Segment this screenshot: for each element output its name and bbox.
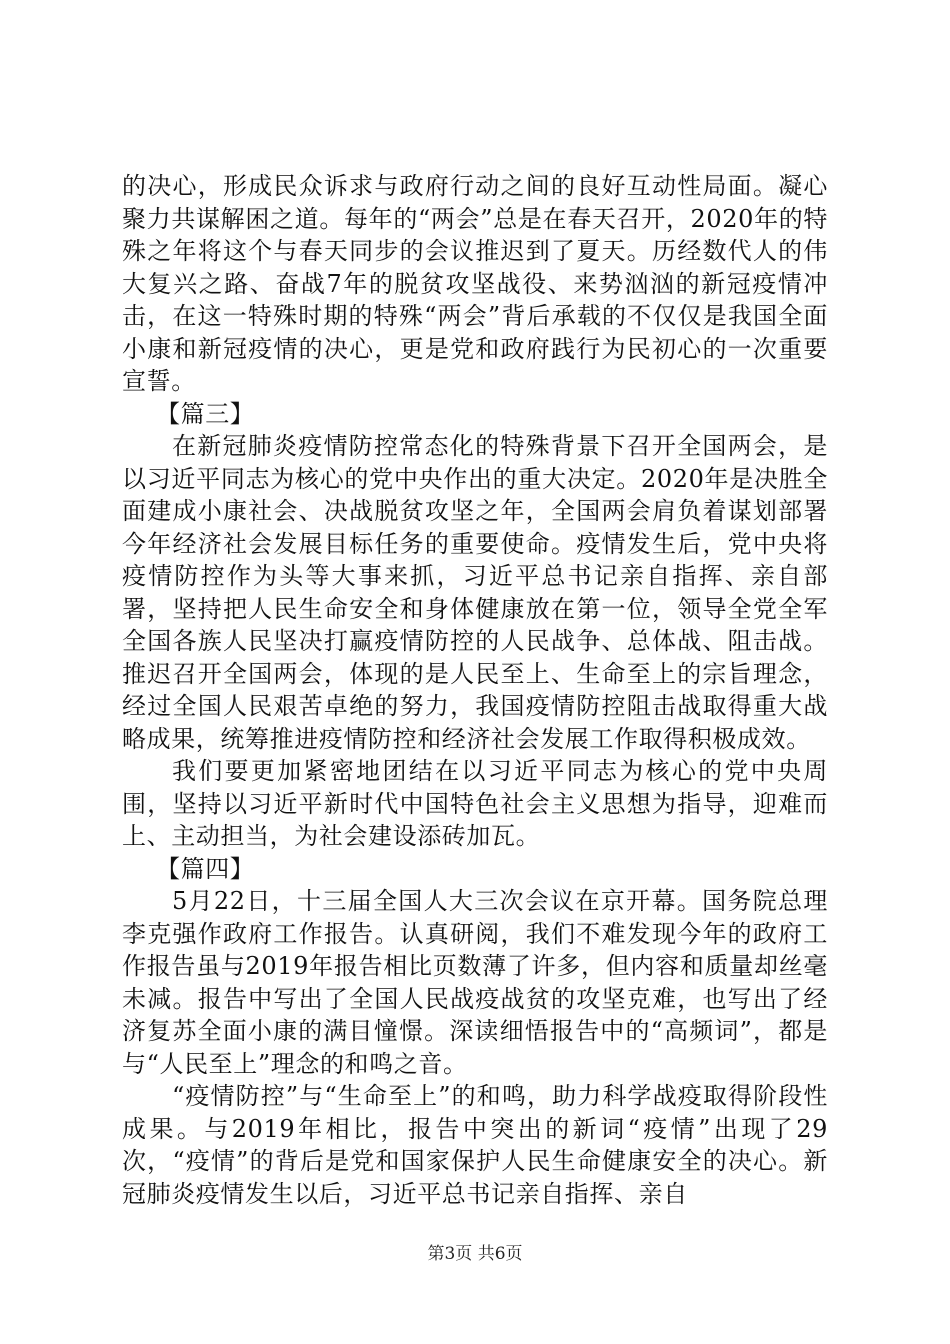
paragraph: “疫情防控”与“生命至上”的和鸣，助力科学战疫取得阶段性成果。与2019年相比，报告中突出的新词“疫情”出现了29次，“疫情”的背后是党和国家保护人民生命健康安全的决心。新冠肺炎疫情发生以后，习近平总书记亲自指挥、亲自 [122, 1082, 828, 1208]
page-footer: 第3页 共6页 [427, 1244, 523, 1264]
paragraph: 的决心，形成民众诉求与政府行动之间的良好互动性局面。凝心聚力共谋解困之道。每年的“两会”总是在春天召开，2020年的特殊之年将这个与春天同步的会议推迟到了夏天。历经数代人的伟大复兴之路、奋战7年的脱贫攻坚战役、来势汹汹的新冠疫情冲击，在这一特殊时期的特殊“两会”背后承载的不仅仅是我国全面小康和新冠疫情的决心，更是党和政府践行为民初心的一次重要宣誓。 [122, 172, 828, 395]
paragraph: 我们要更加紧密地团结在以习近平同志为核心的党中央周围，坚持以习近平新时代中国特色社会主义思想为指导，迎难而上、主动担当，为社会建设添砖加瓦。 [122, 757, 828, 850]
section-heading: 【篇三】 [156, 399, 255, 428]
paragraph: 在新冠肺炎疫情防控常态化的特殊背景下召开全国两会，是以习近平同志为核心的党中央作出的重大决定。2020年是决胜全面建成小康社会、决战脱贫攻坚之年，全国两会肩负着谋划部署今年经济社会发展目标任务的重要使命。疫情发生后，党中央将疫情防控作为头等大事来抓，习近平总书记亲自指挥、亲自部署，坚持把人民生命安全和身体健康放在第一位，领导全党全军全国各族人民坚决打赢疫情防控的人民战争、总体战、阻击战。推迟召开全国两会，体现的是人民至上、生命至上的宗旨理念，经过全国人民艰苦卓绝的努力，我国疫情防控阻击战取得重大战略成果，统筹推进疫情防控和经济社会发展工作取得积极成效。 [122, 432, 828, 753]
section-heading: 【篇四】 [156, 854, 255, 883]
paragraph: 5月22日，十三届全国人大三次会议在京开幕。国务院总理李克强作政府工作报告。认真研阅，我们不难发现今年的政府工作报告虽与2019年报告相比页数薄了许多，但内容和质量却丝毫未减。报告中写出了全国人民战疫战贫的攻坚克难，也写出了经济复苏全面小康的满目憧憬。深读细悟报告中的“高频词”，都是与“人民至上”理念的和鸣之音。 [122, 887, 828, 1078]
document-body [122, 170, 828, 1210]
